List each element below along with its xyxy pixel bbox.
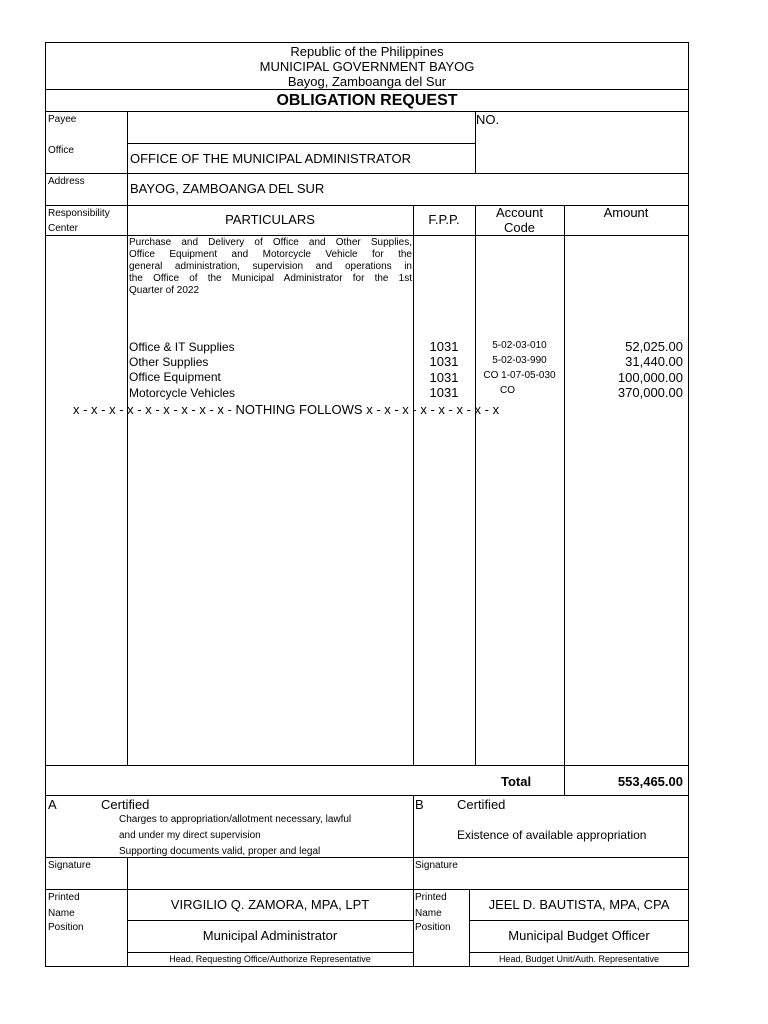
office-label: Office [48,145,74,156]
signer-b-position: Municipal Budget Officer [508,928,650,943]
col-resp-line1: Responsibility [48,208,110,219]
item-code: CO 1-07-05-030 [483,370,556,381]
signer-a-role: Head, Requesting Office/Authorize Representative [169,954,371,964]
printed-label-a: Printed [48,892,80,903]
cert-a-letter: A [48,797,57,812]
printed-label-b: Printed [415,892,447,903]
item-amount: 31,440.00 [625,354,683,369]
item-fpp: 1031 [429,354,459,369]
item-fpp: 1031 [429,385,459,400]
position-label-b: Position [415,922,451,933]
form-title: OBLIGATION REQUEST [276,92,458,109]
description-line: Quarter of 2022 [129,285,200,296]
position-label-a: Position [48,922,84,933]
item-name: Other Supplies [129,355,209,369]
description-line: general administration, supervision and operations in [129,261,412,272]
header-line1: Republic of the Philippines [290,44,444,59]
payee-label: Payee [48,114,77,125]
signature-label-b: Signature [415,860,458,871]
total-value: 553,465.00 [617,774,683,789]
nothing-follows: x - x - x - x - x - x - x - x - x - NOTHING FOLLOWS x - x - x - x - x - x - x - x [73,402,500,417]
description-line: Office Equipment and Motorcycle Vehicle for the [129,249,412,260]
signer-b-name: JEEL D. BAUTISTA, MPA, CPA [488,897,670,912]
address-label: Address [48,176,85,187]
item-code: 5-02-03-990 [492,355,547,366]
header-line2: MUNICIPAL GOVERNMENT BAYOG [259,59,475,74]
cert-a-line: Charges to appropriation/allotment necessary, lawful [119,814,352,825]
item-name: Motorcycle Vehicles [129,386,236,400]
col-fpp: F.P.P. [428,212,460,227]
col-account-line1: Account [496,205,543,220]
item-amount: 52,025.00 [625,339,683,354]
item-amount: 370,000.00 [617,385,683,400]
address-value: BAYOG, ZAMBOANGA DEL SUR [130,181,325,196]
item-name: Office Equipment [129,370,221,384]
col-resp-line2: Center [48,223,79,234]
signer-b-role: Head, Budget Unit/Auth. Representative [498,954,660,964]
signer-a-position: Municipal Administrator [202,928,338,943]
printed-name-label-a: Name [48,908,75,919]
office-value: OFFICE OF THE MUNICIPAL ADMINISTRATOR [130,151,411,166]
signature-label-a: Signature [48,860,91,871]
printed-name-label-b: Name [415,908,442,919]
item-amount: 100,000.00 [617,370,683,385]
total-label: Total [501,774,532,789]
description-line: Purchase and Delivery of Office and Other Supplies, [129,237,412,248]
cert-b-letter: B [415,797,424,812]
col-account-line2: Code [503,220,536,235]
description-line: the Office of the Municipal Administrator for the 1st [129,273,412,284]
cert-b-line: Existence of available appropriation [457,828,647,842]
item-fpp: 1031 [429,370,459,385]
item-code: 5-02-03-010 [492,340,547,351]
item-name: Office & IT Supplies [129,340,235,354]
no-label: NO. [476,112,500,127]
col-amount: Amount [603,205,649,220]
cert-a-line: and under my direct supervision [119,830,261,841]
cert-a-title: Certified [101,797,150,812]
cert-a-line: Supporting documents valid, proper and legal [119,846,321,857]
item-fpp: 1031 [429,339,459,354]
item-code: CO [500,385,515,396]
signer-a-name: VIRGILIO Q. ZAMORA, MPA, LPT [170,897,370,912]
header-line3: Bayog, Zamboanga del Sur [287,74,447,89]
col-particulars: PARTICULARS [225,212,315,227]
cert-b-title: Certified [457,797,506,812]
